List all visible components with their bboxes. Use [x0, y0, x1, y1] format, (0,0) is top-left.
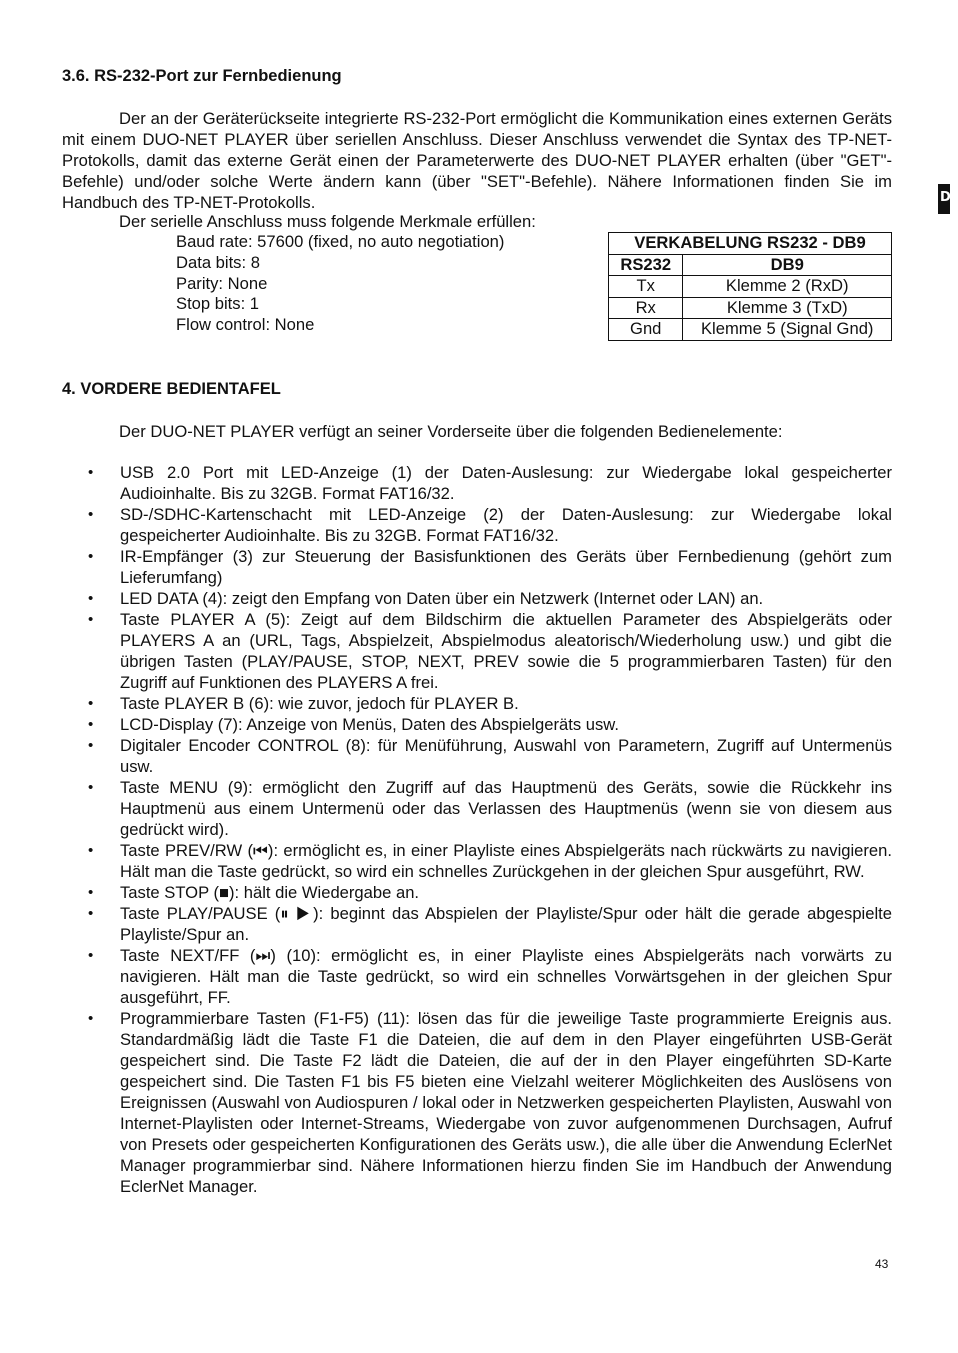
- bullet-icon: •: [88, 947, 94, 964]
- section-3-6-title: 3.6. RS-232-Port zur Fernbedienung: [62, 67, 342, 85]
- language-tab-label: DE: [940, 190, 958, 205]
- serial-spec-baud: Baud rate: 57600 (fixed, no auto negotiation): [176, 232, 505, 251]
- serial-spec-stop-bits: Stop bits: 1: [176, 294, 260, 314]
- table-header-db9: DB9: [683, 254, 892, 276]
- bullet-icon: •: [88, 842, 94, 859]
- bullet-icon: •: [88, 905, 94, 922]
- section-4-intro: Der DUO-NET PLAYER verfügt an seiner Vorderseite über die folgenden Bedienelemente:: [119, 422, 783, 441]
- list-item: [62, 777, 892, 840]
- list-item: [62, 588, 892, 609]
- list-item-text: Taste PLAYER A (5): Zeigt auf dem Bildschirm die aktuellen Parameter des Abspielgeräts oder PLAYERS A an (URL, Tags, Abspielzeit, Abspielmodus aleatorisch/Wiederholung usw.) und gibt die übrigen Tasten (PLAY/PAUSE, STOP, NEXT, PREV sowie die 5 programmierbaren Tasten) für den Zugriff auf Funktionen des PLAYERS A frei.: [120, 610, 892, 692]
- list-item-text: Taste STOP (■): hält die Wiedergabe an.: [120, 883, 420, 902]
- table-row: [609, 297, 892, 319]
- list-item-text: Taste PLAY/PAUSE (⏸ ▶): beginnt das Abspielen der Playliste/Spur oder hält die gerade abgespielte Playliste/Spur an.: [120, 904, 892, 944]
- language-tab-de: [938, 184, 958, 214]
- list-item: [62, 714, 892, 735]
- bullet-icon: •: [88, 884, 94, 901]
- list-item-text: Digitaler Encoder CONTROL (8): für Menüführung, Auswahl von Parametern, Zugriff auf Untermenüs usw.: [120, 736, 892, 776]
- list-item-text: LCD-Display (7): Anzeige von Menüs, Daten des Abspielgeräts usw.: [120, 715, 619, 734]
- section-3-6-paragraph-text: Der an der Geräterückseite integrierte RS-232-Port ermöglicht die Kommunikation eines externen Geräts mit einem DUO-NET PLAYER über seriellen Anschluss. Dieser Anschluss verwendet die Syntax des TP-NET-Protokolls, damit das externe Gerät einen der Parameterwerte des DUO-NET PLAYER erhalten (über "GET"-Befehle) und/oder solche Werte ändern kann (über "SET"-Befehle). Nähere Informationen finden Sie im Handbuch des TP-NET-Protokolls.: [62, 109, 892, 212]
- table-row: [609, 276, 892, 298]
- table-cell-db9: Klemme 2 (RxD): [683, 276, 892, 298]
- bullet-icon: •: [88, 506, 94, 523]
- list-item: [62, 882, 892, 903]
- serial-spec-parity: Parity: None: [176, 273, 268, 293]
- list-item-text: Taste PREV/RW (⏮): ermöglicht es, in einer Playliste eines Abspielgeräts nach rückwärts zu navigieren. Hält man die Taste gedrückt, so wird ein schnelles Zurückgehen in der gleichen Spur ausgeführt, RW.: [120, 841, 892, 881]
- list-item: [62, 504, 892, 546]
- list-item: [62, 1008, 892, 1197]
- table-header-rs232: RS232: [609, 254, 683, 276]
- table-cell-db9: Klemme 5 (Signal Gnd): [683, 319, 892, 341]
- serial-requirements-intro: Der serielle Anschluss muss folgende Merkmale erfüllen:: [119, 212, 536, 231]
- table-cell-rs232: Rx: [609, 297, 683, 319]
- list-item: [62, 903, 892, 945]
- serial-spec-list: [176, 232, 504, 336]
- list-item: [62, 945, 892, 1008]
- bullet-icon: •: [88, 590, 94, 607]
- table-cell-db9: Klemme 3 (TxD): [683, 297, 892, 319]
- table-cell-rs232: Gnd: [609, 319, 683, 341]
- serial-spec-data-bits: Data bits: 8: [176, 252, 260, 272]
- table-row: [609, 319, 892, 341]
- list-item: [62, 693, 892, 714]
- bullet-icon: •: [88, 1010, 94, 1027]
- bullet-icon: •: [88, 779, 94, 796]
- list-item-text: SD-/SDHC-Kartenschacht mit LED-Anzeige (2) der Daten-Auslesung: zur Wiedergabe lokal gespeicherter Audioinhalte. Bis zu 32GB. Format FAT16/32.: [120, 505, 892, 545]
- table-title: VERKABELUNG RS232 - DB9: [609, 233, 892, 255]
- serial-spec-flow-control: Flow control: None: [176, 315, 315, 335]
- section-3-6-paragraph: [62, 108, 892, 213]
- list-item-text: IR-Empfänger (3) zur Steuerung der Basisfunktionen des Geräts über Fernbedienung (gehört zum Lieferumfang): [120, 547, 892, 587]
- page-number: 43: [875, 1257, 889, 1271]
- list-item: [62, 735, 892, 777]
- front-panel-feature-list: [62, 462, 892, 1197]
- table-cell-rs232: Tx: [609, 276, 683, 298]
- bullet-icon: •: [88, 464, 94, 481]
- list-item-text: Programmierbare Tasten (F1-F5) (11): lösen das für die jeweilige Taste programmierte Ereignis aus. Standardmäßig lädt die Taste F1 die Dateien, die auf dem in den Player eingeführten USB-Gerät gespeichert sind. Die Taste F2 lädt die Dateien, die auf der in den Player eingeführten SD-Karte gespeichert sind. Die Tasten F1 bis F5 bieten eine Vielzahl weiterer Möglichkeiten des Auslösens von Ereignissen (Auswahl von Audiospuren / lokal oder in Netzwerken gespeicherten Playlisten, Auswahl von Internet-Playlisten oder Internet-Streams, Wiedergabe von zuvor aufgenommenen Durchsagen, Aufruf von Presets oder gespeicherten Konfigurationen des Geräts usw.), die alle über die Anwendung EclerNet Manager programmierbar sind. Nähere Informationen hierzu finden Sie im Handbuch der Anwendung EclerNet Manager.: [120, 1009, 892, 1196]
- section-4-title: 4. VORDERE BEDIENTAFEL: [62, 380, 281, 398]
- bullet-icon: •: [88, 695, 94, 712]
- bullet-icon: •: [88, 716, 94, 733]
- bullet-icon: •: [88, 548, 94, 565]
- list-item-text: Taste MENU (9): ermöglicht den Zugriff auf das Hauptmenü des Geräts, sowie die Rückkehr ins Hauptmenü aus einem Untermenü oder das Verlassen des Hauptmenüs (wenn sie von diesem aus gedrückt wird).: [120, 778, 892, 839]
- list-item: [62, 546, 892, 588]
- bullet-icon: •: [88, 737, 94, 754]
- list-item: [62, 840, 892, 882]
- list-item: [62, 462, 892, 504]
- rs232-db9-cabling-table: [608, 232, 892, 341]
- list-item-text: Taste PLAYER B (6): wie zuvor, jedoch für PLAYER B.: [120, 694, 519, 713]
- list-item-text: LED DATA (4): zeigt den Empfang von Daten über ein Netzwerk (Internet oder LAN) an.: [120, 589, 764, 608]
- bullet-icon: •: [88, 611, 94, 628]
- list-item-text: USB 2.0 Port mit LED-Anzeige (1) der Daten-Auslesung: zur Wiedergabe lokal gespeicherter Audioinhalte. Bis zu 32GB. Format FAT16/32.: [120, 463, 892, 503]
- table-header-row: [609, 254, 892, 276]
- table-title-row: [609, 233, 892, 255]
- list-item-text: Taste NEXT/FF (⏭) (10): ermöglicht es, in einer Playliste eines Abspielgeräts nach vorwärts zu navigieren. Hält man die Taste gedrückt, so wird ein schnelles Vorwärtsgehen in der gleichen Spur ausgeführt, FF.: [120, 946, 892, 1007]
- list-item: [62, 609, 892, 693]
